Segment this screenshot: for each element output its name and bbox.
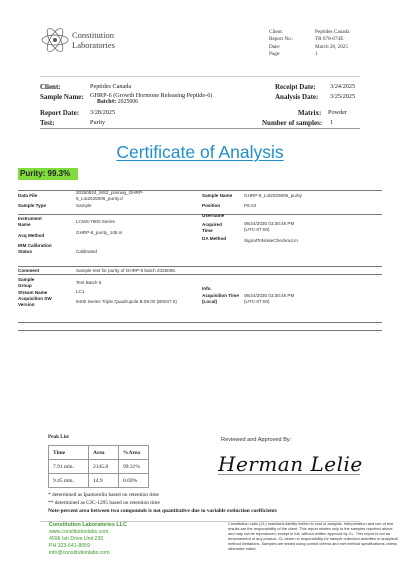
cell-time: 9.45 min.: [49, 474, 89, 488]
irm-label: IRM Calibration Status: [18, 243, 52, 254]
stream-name-value: LC1: [76, 289, 85, 294]
sample-group-value: Test Batch 5: [76, 280, 102, 285]
report-date-value: 3/28/2025: [90, 109, 116, 116]
receipt-date-value: 3/24/2025: [330, 83, 356, 90]
stream-name-label: Stream Name: [18, 290, 48, 295]
lab-logo: [40, 25, 135, 55]
batch-value: 2025006: [117, 99, 139, 105]
sample-group-label: Sample Group: [18, 277, 35, 288]
sample-info-table: [18, 190, 382, 408]
username-label: Username: [202, 213, 225, 218]
matrix-value: Powder: [328, 109, 347, 116]
page-title: Certificate of Analysis: [116, 142, 284, 162]
peak-list-table: [48, 445, 149, 488]
client-block: [40, 83, 360, 127]
acquired-time-label: Acquired Time: [202, 222, 222, 233]
client-label: Client:: [40, 83, 61, 91]
reviewed-by-label: Reviewed and Approved By:: [221, 437, 292, 443]
sample-type-label: Sample Type: [18, 203, 46, 208]
sample-name-info-label: Sample Name: [202, 193, 233, 198]
notes: [48, 491, 277, 515]
meta-client-key: Client:: [269, 29, 284, 35]
instrument-label: Instrument Name: [18, 216, 42, 227]
acq-sw-value: 6400 Series Triple Quadrupole B.09.00 (B9037.0): [76, 299, 177, 304]
comment-value: Sample test for purity of GHRP-6 batch 2025006.: [76, 268, 177, 273]
analysis-date-value: 3/25/2025: [330, 93, 356, 100]
cell-pct-area: 0.69%: [119, 474, 149, 488]
meta-report-value: TR 078-074E: [315, 36, 344, 43]
logo-line1: Constitution: [72, 30, 115, 40]
acq-method-label: Acq Method: [18, 233, 45, 238]
acq-method-value: GHRP-6_purity_145.m: [76, 230, 123, 235]
num-samples-value: 1: [330, 119, 334, 126]
batch-label: Batch#:: [97, 99, 117, 105]
report-date-label: Report Date:: [40, 109, 80, 117]
footer-company-name: Constitution Laboratories LLC: [49, 522, 127, 528]
analysis-date-label: Analysis Date:: [275, 93, 319, 101]
header-divider: [40, 76, 360, 77]
position-value: P6-22: [244, 203, 257, 208]
peak-list-heading: Peak List: [48, 434, 69, 440]
footer-website-link[interactable]: www.constitutionlabs.com: [49, 529, 109, 536]
instrument-value: LCMS-7800 Series: [76, 219, 115, 224]
table-header-row: [49, 446, 149, 460]
note-cjc: ** determined as CJC-1295 based on retention time: [48, 500, 160, 506]
table-row: [49, 460, 149, 474]
test-label: Test:: [40, 119, 55, 127]
logo-wordmark: [72, 30, 115, 50]
sample-name-info-value: GHRP-6_Lot2025006_purity: [244, 193, 302, 198]
comment-label: Comment: [18, 268, 40, 273]
data-file-value: 20250624_MS2_posneg_GHRP-6_Lot2025006_purity.d: [76, 190, 144, 201]
col-pct-area: %Area: [119, 446, 149, 460]
meta-page-value: 1: [315, 50, 318, 57]
client-value: Peptides Canada: [90, 83, 132, 90]
meta-report-key: Report No.:: [269, 36, 294, 43]
info-acq-time-value: 06/24/2025 03:30:45 PM (UTC-07:00): [244, 293, 295, 304]
meta-page-key: Page:: [269, 50, 281, 57]
sample-name-label: Sample Name:: [40, 93, 84, 101]
footer-phone: PH 323-641-8059: [49, 543, 90, 550]
da-method-value: SignalToNoiseCheckout.m: [244, 238, 298, 243]
matrix-label: Matrix:: [298, 109, 322, 117]
acquired-time-value: 06/24/2025 03:30:45 PM (UTC-07:00): [244, 221, 295, 232]
da-method-label: DA Method: [202, 236, 227, 241]
table-row: [49, 474, 149, 488]
signature: Herman Lelie: [218, 452, 363, 476]
col-time: Time: [49, 446, 89, 460]
num-samples-label: Number of samples:: [262, 119, 323, 127]
report-meta: [269, 29, 349, 58]
purity-badge: Purity: 99.3%: [18, 168, 78, 180]
sample-type-value: Sample: [76, 203, 92, 208]
cell-pct-area: 99.31%: [119, 460, 149, 474]
cell-area: 2145.8: [89, 460, 119, 474]
test-value: Purity: [90, 119, 106, 126]
receipt-date-label: Receipt Date:: [275, 83, 316, 91]
info-acq-time-label: Acquisition Time (Local): [202, 293, 239, 304]
footer-contact: [49, 522, 127, 557]
client-divider: [40, 128, 360, 129]
acq-sw-label: Acquisition SW Version: [18, 296, 52, 307]
data-file-label: Data File: [18, 193, 38, 198]
meta-date-value: March 28, 2025: [315, 43, 348, 50]
meta-date-key: Date:: [269, 43, 281, 50]
atom-logo-icon: [40, 25, 70, 55]
signature-line: [218, 474, 360, 475]
cell-time: 7.91 min.: [49, 460, 89, 474]
sample-name-value: GHRP-6 (Growth Hormone Releasing Peptide-6): [90, 92, 213, 99]
position-label: Position: [202, 203, 221, 208]
cell-area: 14.9: [89, 474, 119, 488]
footer-email-link[interactable]: info@constitutionlabs.com: [49, 550, 110, 557]
footer-disclaimer: Constitution Labs (CL) maintains liability limited to cost of analysis. Interpretation and use of test results are the responsibility of the client. This report relates only to the samples reported above, and may not be reproduced, except in full, without written approval by CL. This report is not an endorsement of any product. CL bears no responsibility for sample collection activities or analytical method limitations. Samples are tested using control criteria and met method specifications unless otherwise noted.: [228, 521, 398, 551]
info-label: Info.: [202, 286, 212, 291]
note-ipamorelin: * determined as Ipamorelin based on retention time: [48, 492, 159, 498]
irm-value: Calibrated: [76, 249, 97, 254]
meta-client-value: Peptides Canada: [315, 29, 350, 35]
footer-address: 4596 Ish Drive Unit 230: [49, 536, 104, 543]
note-percent-area: Note-percent area between two compounds is not quantitative due to variable extinction coefficients: [48, 508, 277, 514]
col-area: Area: [89, 446, 119, 460]
logo-line2: Laboratories: [72, 40, 115, 50]
